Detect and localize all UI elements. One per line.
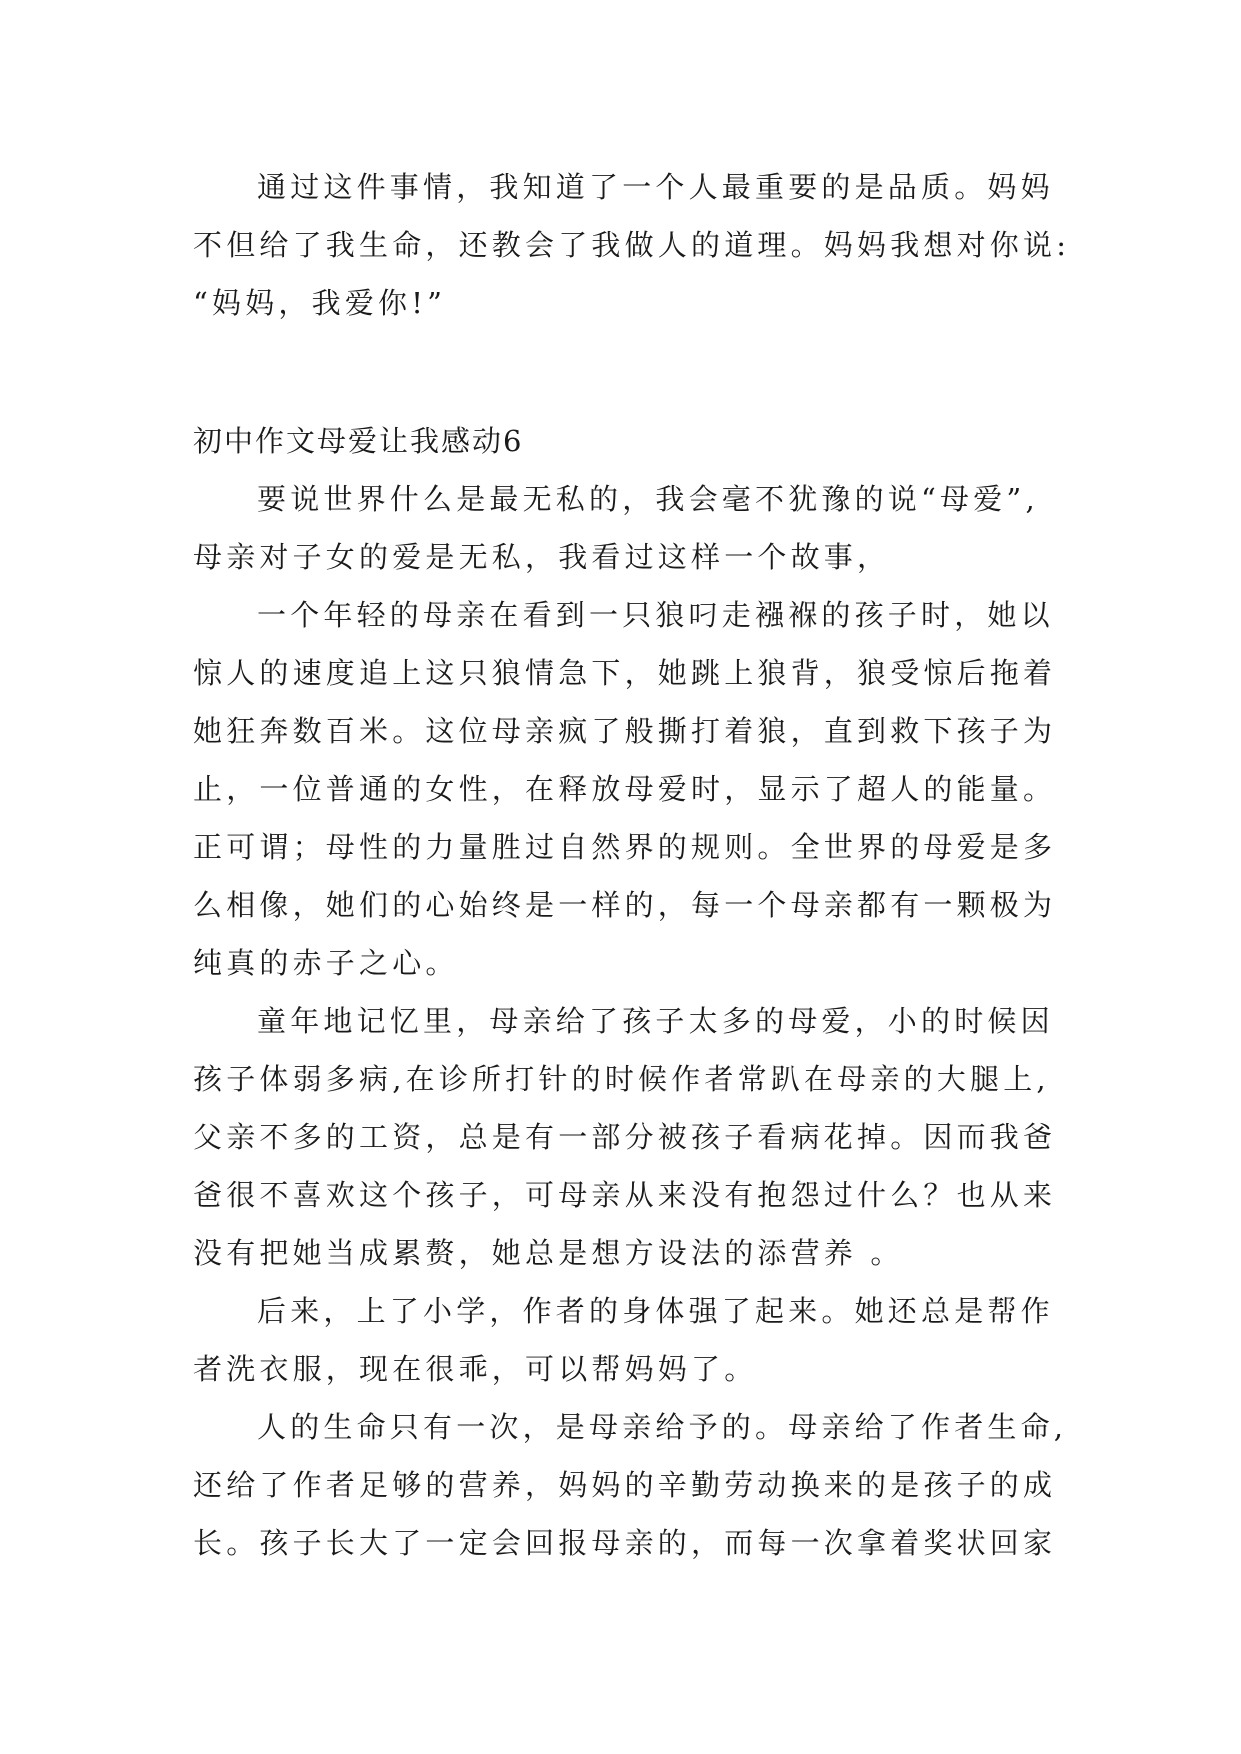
paragraph-intro [193, 158, 1073, 332]
text-line: 童年地记忆里，母亲给了孩子太多的母爱，小的时候因 [257, 1004, 1054, 1038]
section-title: 初中作文母爱让我感动6 [193, 424, 524, 458]
text-line: 一个年轻的母亲在看到一只狼叼走襁褓的孩子时，她以 [257, 598, 1054, 632]
text-line: 没有把她当成累赘，她总是想方设法的添营养 。 [193, 1236, 904, 1270]
text-line: “妈妈，我爱你!” [193, 286, 447, 320]
text-line: 她狂奔数百米。这位母亲疯了般撕打着狼，直到救下孩子为 [193, 714, 1057, 748]
paragraph-5 [193, 1398, 1073, 1572]
text-line: 通过这件事情，我知道了一个人最重要的是品质。妈妈 [257, 170, 1054, 204]
text-line: 长。孩子长大了一定会回报母亲的，而每一次拿着奖状回家 [193, 1526, 1057, 1560]
text-line: 母亲对子女的爱是无私，我看过这样一个故事， [193, 540, 891, 574]
paragraph-3 [193, 992, 1073, 1282]
text-line: 不但给了我生命，还教会了我做人的道理。妈妈我想对你说: [193, 228, 1071, 262]
text-line: 父亲不多的工资，总是有一部分被孩子看病花掉。因而我爸 [193, 1120, 1057, 1154]
text-line: 爸很不喜欢这个孩子，可母亲从来没有抱怨过什么？也从来 [193, 1178, 1057, 1212]
document-body [193, 158, 1073, 1572]
paragraph-1 [193, 470, 1073, 586]
text-line: 者洗衣服，现在很乖，可以帮妈妈了。 [193, 1352, 758, 1386]
text-line: 么相像，她们的心始终是一样的，每一个母亲都有一颗极为 [193, 888, 1057, 922]
text-line: 正可谓；母性的力量胜过自然界的规则。全世界的母爱是多 [193, 830, 1057, 864]
text-line: 要说世界什么是最无私的，我会毫不犹豫的说“母爱”, [257, 482, 1039, 516]
text-line: 止，一位普通的女性，在释放母爱时，显示了超人的能量。 [193, 772, 1057, 806]
paragraph-spacer [193, 332, 1073, 412]
text-line: 后来，上了小学，作者的身体强了起来。她还总是帮作 [257, 1294, 1054, 1328]
text-line: 惊人的速度追上这只狼情急下，她跳上狼背，狼受惊后拖着 [193, 656, 1057, 690]
text-line: 还给了作者足够的营养，妈妈的辛勤劳动换来的是孩子的成 [193, 1468, 1057, 1502]
paragraph-2 [193, 586, 1073, 992]
text-line: 人的生命只有一次，是母亲给予的。母亲给了作者生命, [257, 1410, 1068, 1444]
paragraph-4 [193, 1282, 1073, 1398]
text-line: 纯真的赤子之心。 [193, 946, 459, 980]
text-line: 孩子体弱多病,在诊所打针的时候作者常趴在母亲的大腿上, [193, 1062, 1050, 1096]
